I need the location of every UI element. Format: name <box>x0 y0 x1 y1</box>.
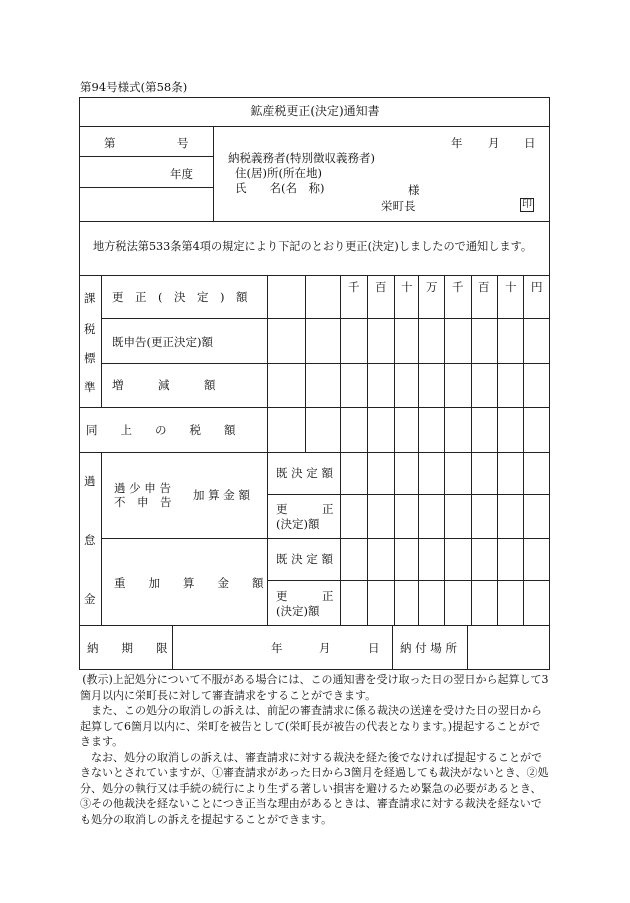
digit-header-6: 十 <box>505 280 517 294</box>
digit-col-line-1 <box>367 275 368 625</box>
kazei-char-4: 準 <box>84 380 96 394</box>
footer-col-line-3 <box>467 625 468 670</box>
note-paragraph-1: (教示)上記処分について不服がある場合には、この通知書を受け取った日の翌日から起算して3箇月以内に栄町長に対して審査請求をすることができます。 <box>80 673 549 702</box>
date-year-label: 年 <box>451 136 463 150</box>
label-col-line <box>267 275 268 625</box>
digit-header-5: 百 <box>478 280 490 294</box>
juukasan-label: 重 加 算 金 額 <box>114 576 264 590</box>
kikettei-label-1: 既 決 定 額 <box>276 466 333 480</box>
footer-col-line-1 <box>172 625 173 670</box>
digit-col-line-6 <box>497 275 498 625</box>
kousei-short-1b: (決定)額 <box>276 517 320 531</box>
kazei-char-1: 課 <box>84 291 96 305</box>
row-line-7 <box>267 580 550 581</box>
header-col-line <box>213 126 214 221</box>
digit-col-line-2 <box>394 275 395 625</box>
kasan-amount-label: 加 算 金 額 <box>193 488 250 502</box>
tax-amount-label: 同 上 の 税 額 <box>86 423 236 437</box>
seal-stamp: 印 <box>522 199 532 210</box>
row-line-4 <box>79 452 550 453</box>
blank-col-line <box>305 275 306 452</box>
digit-header-3: 万 <box>426 280 438 294</box>
kataikin-char-2: 怠 <box>84 533 96 547</box>
digit-header-1: 百 <box>375 280 387 294</box>
kazei-char-3: 標 <box>84 351 96 365</box>
kousei-short-1a: 更 正 <box>276 502 334 516</box>
go-label: 号 <box>177 136 189 150</box>
sama-label: 様 <box>408 183 420 197</box>
kazei-group-line <box>101 275 102 407</box>
nouki-label: 納 期 限 <box>87 641 168 655</box>
digit-col-line-5 <box>471 275 472 625</box>
digit-col-line-3 <box>418 275 419 625</box>
date-month-label: 月 <box>488 136 500 150</box>
footer-col-line-2 <box>392 625 393 670</box>
kataikin-group-line <box>101 452 102 625</box>
kataikin-char-1: 過 <box>84 474 96 488</box>
digit-header-4: 千 <box>452 280 464 294</box>
mayor-label: 栄町長 <box>381 199 416 213</box>
header-divider-2 <box>79 187 213 188</box>
form-number: 第94号様式(第58条) <box>80 80 188 94</box>
row-line-2 <box>101 363 550 364</box>
noufu-basho-label: 納 付 場 所 <box>400 641 457 655</box>
address-label: 住(居)所(所在地) <box>235 166 322 180</box>
date-day-label: 日 <box>524 136 536 150</box>
digit-header-0: 千 <box>348 280 360 294</box>
kashou-shinkoku-label: 過 少 申 告 <box>114 481 171 495</box>
kikettei-label-2: 既 決 定 額 <box>276 552 333 566</box>
digit-header-2: 十 <box>401 280 413 294</box>
nouki-year-label: 年 <box>271 641 283 655</box>
digit-col-line-7 <box>523 275 524 625</box>
kazei-char-2: 税 <box>84 322 96 336</box>
taxpayer-label: 納税義務者(特別徴収義務者) <box>228 151 375 165</box>
kataikin-char-3: 金 <box>84 592 96 606</box>
kousei-short-2b: (決定)額 <box>276 604 320 618</box>
kousei-amount-label: 更 正 ( 決 定 ) 額 <box>112 290 248 304</box>
note-paragraph-3: なお、処分の取消しの訴えは、審査請求に対する裁決を経た後でなければ提起することができないとされていますが、①審査請求があった日から3箇月を経過しても裁決がないとき、②処分、処分の執行又は手続の続行により生ずる著しい損害を避けるため緊急の必要があるとき、③その他裁決を経ないことにつき正当な理由があるときは、審査請求に対する裁決を経ないでも処分の取消しの訴えを提起することができます。 <box>80 750 549 826</box>
nouki-day-label: 日 <box>368 641 380 655</box>
digit-header-7: 円 <box>531 280 543 294</box>
row-line-3 <box>79 407 550 408</box>
header-bottom-line <box>79 221 550 222</box>
kishinkoku-amount-label: 既申告(更正決定)額 <box>112 335 213 349</box>
kousei-short-2a: 更 正 <box>276 589 334 603</box>
header-divider-1 <box>79 156 213 157</box>
row-line-6 <box>101 538 550 539</box>
nouki-month-label: 月 <box>319 641 331 655</box>
zougen-amount-label: 増 減 額 <box>112 378 216 392</box>
fushinkoku-label: 不 申 告 <box>114 495 172 509</box>
instruction-notes <box>80 672 550 827</box>
document-title: 鉱産税更正(決定)通知書 <box>250 104 380 118</box>
nendo-label: 年度 <box>170 167 193 181</box>
digit-col-line-4 <box>444 275 445 625</box>
footer-top-line <box>79 625 550 626</box>
row-line-1 <box>101 318 550 319</box>
dai-label: 第 <box>104 136 116 150</box>
name-label: 氏 名(名 称) <box>235 181 325 195</box>
notice-bottom-line <box>79 275 550 276</box>
notice-text: 地方税法第533条第4項の規定により下記のとおり更正(決定)しましたので通知します。 <box>93 240 533 253</box>
title-divider <box>79 126 550 127</box>
row-line-5 <box>267 494 550 495</box>
note-paragraph-2: また、この処分の取消しの訴えは、前記の審査請求に係る裁決の送達を受けた日の翌日から起算して6箇月以内に、栄町を被告として(栄町長が被告の代表となります。)提起することができます。 <box>80 704 542 748</box>
digit-col-line-0 <box>340 275 341 625</box>
